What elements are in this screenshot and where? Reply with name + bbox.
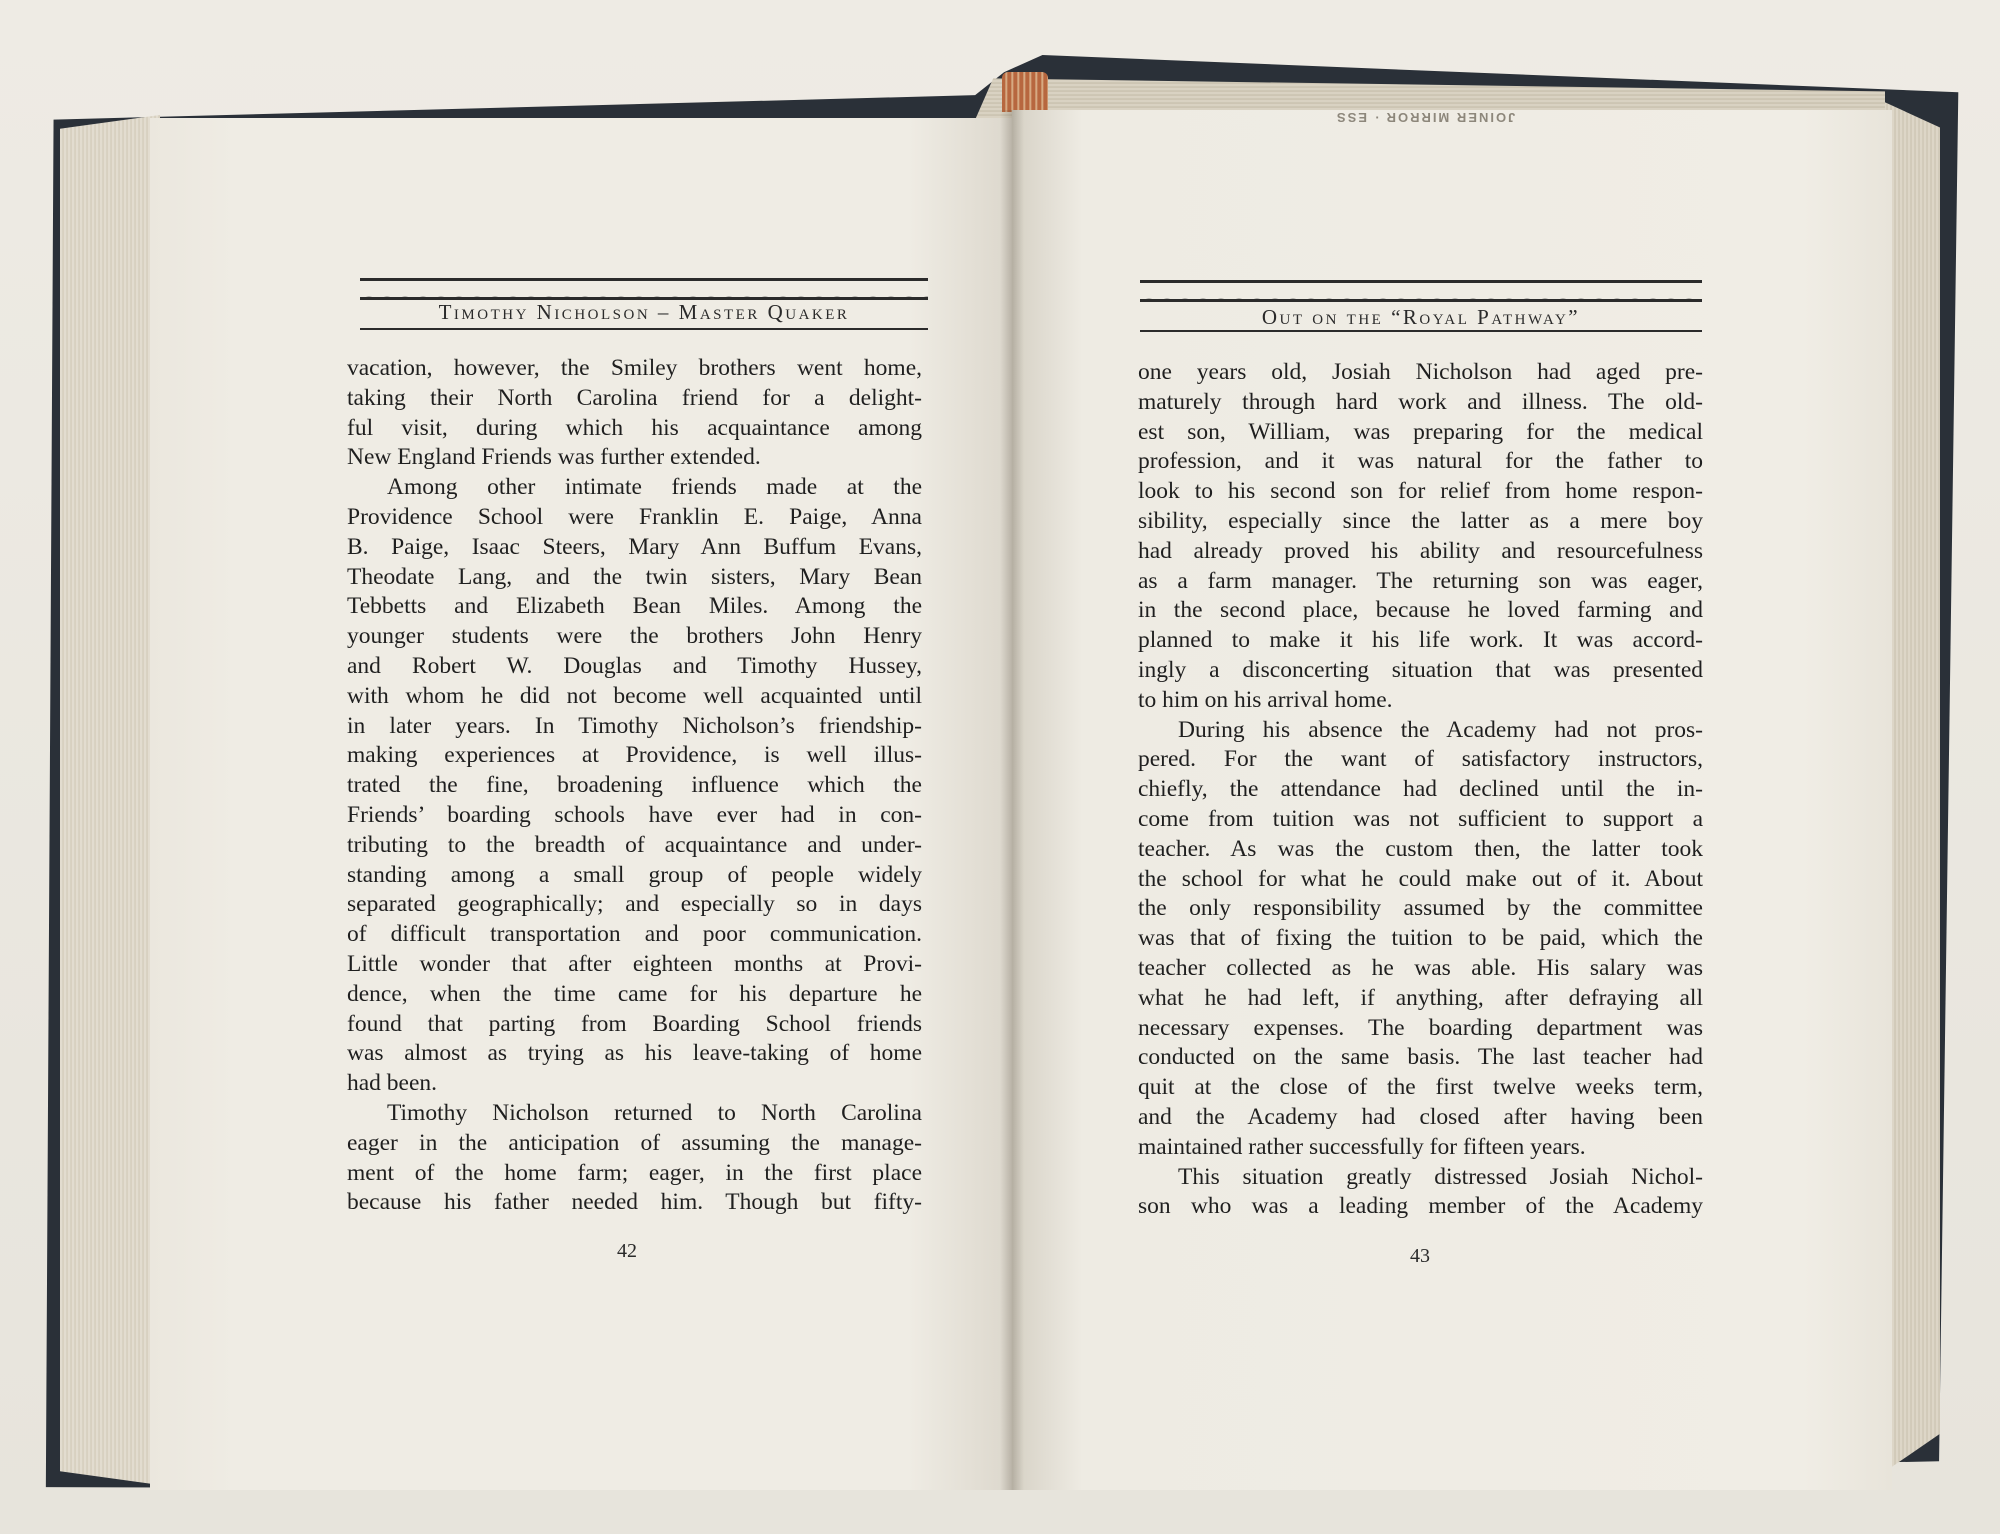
text-line: planned to make it his life work. It was accord- [1138,627,1703,654]
spine-headband [1002,72,1048,112]
text-line: taking their North Carolina friend for a delight- [347,384,922,411]
book-gutter [1000,110,1024,1490]
left-header-ornament [360,278,928,300]
text-line: Providence School were Franklin E. Paige, Anna [347,503,922,530]
text-line: maintained rather successfully for fifteen years. [1138,1133,1586,1160]
text-line: one years old, Josiah Nicholson had aged pre- [1138,359,1703,385]
text-line: teacher collected as he was able. His salary was [1138,954,1703,981]
left-running-head: Timothy Nicholson – Master Quaker [438,300,850,324]
text-line: making experiences at Providence, is well illus- [347,742,922,769]
right-header-ornament [1140,280,1702,302]
text-line: dence, when the time came for his departure he [347,980,922,1007]
text-line: in the second place, because he loved farming and [1138,597,1703,624]
text-line: and the Academy had closed after having been [1138,1103,1703,1130]
text-line: tributing to the breadth of acquaintance and under- [347,831,922,858]
text-line: younger students were the brothers John Henry [347,623,922,650]
text-line: was almost as trying as his leave-taking of home [347,1040,922,1067]
right-body-text [1138,358,1703,1222]
text-line: to him on his arrival home. [1138,686,1393,713]
text-line: had been. [347,1070,438,1097]
text-line: teacher. As was the custom then, the latter took [1138,835,1703,862]
text-line: standing among a small group of people widely [347,861,922,888]
text-line: Among other intimate friends made at the [387,474,922,501]
text-line: This situation greatly distressed Josiah Nichol- [1178,1163,1703,1190]
text-line: vacation, however, the Smiley brothers went home, [347,355,922,381]
text-line: Friends’ boarding schools have ever had in con- [347,801,922,828]
text-line: New England Friends was further extended. [347,444,761,471]
text-line: found that parting from Boarding School friends [347,1010,922,1037]
text-line: conducted on the same basis. The last teacher had [1138,1044,1703,1071]
text-line: ful visit, during which his acquaintance among [347,414,922,441]
text-line: ingly a disconcerting situation that was presented [1138,656,1703,683]
text-line: During his absence the Academy had not pros- [1178,716,1703,743]
text-line: est son, William, was preparing for the medical [1138,418,1703,445]
text-line: profession, and it was natural for the father to [1138,448,1703,475]
left-body-text [347,354,922,1218]
right-page-number: 43 [1410,1245,1430,1267]
text-line: sibility, especially since the latter as a mere boy [1138,507,1703,534]
text-line: Theodate Lang, and the twin sisters, Mary Bean [347,563,922,590]
text-line: as a farm manager. The returning son was eager, [1138,567,1703,594]
text-line: with whom he did not become well acquainted until [347,682,922,709]
text-line: of difficult transportation and poor communication. [347,921,922,948]
text-line: separated geographically; and especially so in days [347,891,922,918]
text-line: ment of the home farm; eager, in the first place [347,1159,922,1186]
text-line: pered. For the want of satisfactory instructors, [1138,746,1703,773]
right-running-head: Out on the “Royal Pathway” [1261,305,1581,329]
text-line: look to his second son for relief from home respon- [1138,478,1703,505]
text-line: quit at the close of the first twelve weeks term, [1138,1074,1703,1101]
text-line: the school for what he could make out of it. About [1138,865,1703,892]
right-header-rule [1140,330,1702,332]
text-line: was that of fixing the tuition to be paid, which the [1138,925,1703,952]
text-line: the only responsibility assumed by the committee [1138,895,1703,922]
text-line: come from tuition was not sufficient to support a [1138,805,1703,832]
text-line: because his father needed him. Though but fifty- [347,1189,922,1216]
left-page-edges [60,115,160,1485]
text-line: eager in the anticipation of assuming the manage- [347,1129,922,1156]
text-line: son who was a leading member of the Academy [1138,1193,1703,1220]
text-line: trated the fine, broadening influence which the [347,772,922,799]
left-page-number: 42 [617,1240,637,1262]
text-line: Tebbetts and Elizabeth Bean Miles. Among the [347,593,922,620]
text-line: necessary expenses. The boarding department was [1138,1014,1703,1041]
text-line: maturely through hard work and illness. The old- [1138,388,1703,415]
text-line: chiefly, the attendance had declined until the in- [1138,776,1703,803]
text-line: Timothy Nicholson returned to North Carolina [387,1099,922,1126]
text-line: Little wonder that after eighteen months at Provi- [347,950,922,977]
text-line: and Robert W. Douglas and Timothy Hussey, [347,652,922,679]
text-line: B. Paige, Isaac Steers, Mary Ann Buffum Evans, [347,533,922,560]
bleed-through-text: JOINER MIRROR · ESS [1335,110,1516,125]
left-header-rule [360,328,928,330]
text-line: in later years. In Timothy Nicholson’s friendship- [347,712,922,739]
text-line: what he had left, if anything, after defraying all [1138,984,1703,1011]
text-line: had already proved his ability and resourcefulness [1138,537,1703,564]
